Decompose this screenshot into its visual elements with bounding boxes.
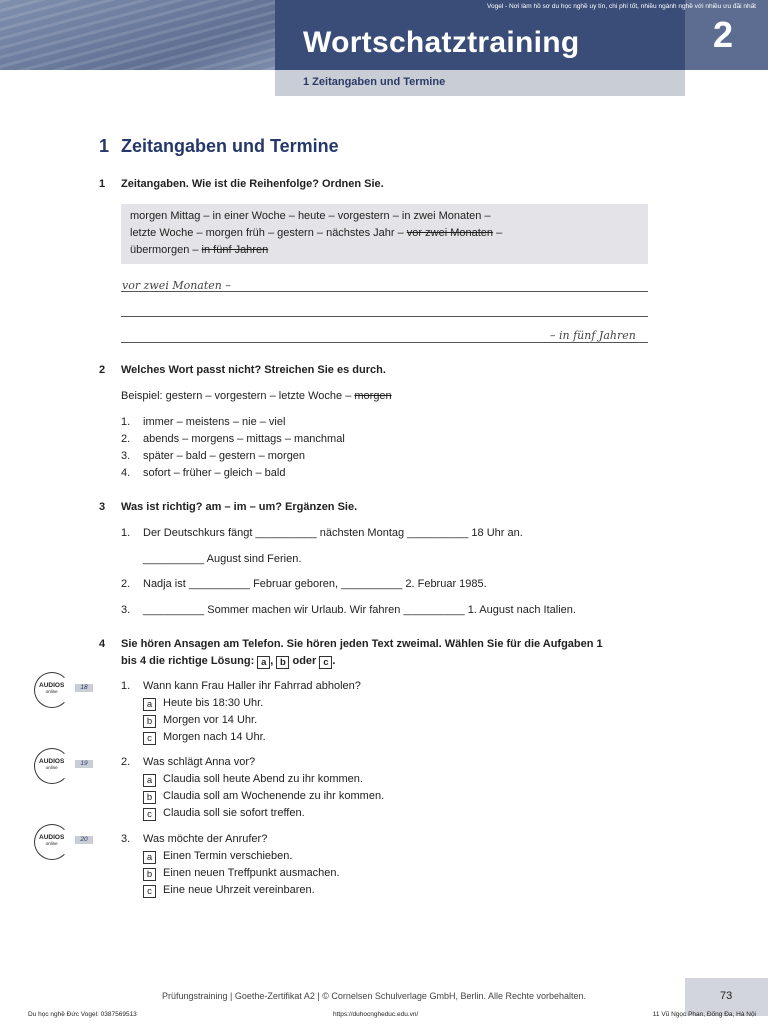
audio-track-number: 20	[75, 836, 93, 844]
gap-text[interactable]: Der Deutschkurs fängt __________ nächsten Montag __________ 18 Uhr an.	[143, 527, 523, 539]
option-text: Eine neue Uhrzeit vereinbaren.	[163, 884, 315, 896]
answer-option[interactable]	[143, 850, 292, 864]
question	[121, 680, 361, 692]
audio-label-text: AUDIOS	[39, 682, 65, 689]
exercise-1-heading: Zeitangaben. Wie ist die Reihenfolge? Ordnen Sie.	[121, 178, 384, 190]
chapter-number: 2	[713, 14, 734, 55]
question-number: 3.	[121, 833, 131, 845]
item-number: 3.	[121, 604, 131, 616]
checkbox-b[interactable]: b	[143, 791, 156, 804]
gap-item[interactable]	[121, 527, 523, 539]
list-item	[121, 467, 285, 479]
section-title	[99, 136, 339, 157]
exercise-4-heading-2	[121, 655, 335, 669]
option-text: Claudia soll heute Abend zu ihr kommen.	[163, 773, 363, 785]
item-number: 2.	[121, 578, 131, 590]
option-text: Claudia soll am Wochenende zu ihr kommen.	[163, 790, 385, 802]
separator: oder	[289, 655, 320, 667]
checkbox-c[interactable]: c	[143, 808, 156, 821]
word-box-line-2	[130, 227, 502, 239]
option-b-box: b	[276, 656, 289, 669]
audio-label-text: AUDIOS	[39, 834, 65, 841]
item-number: 1.	[121, 416, 131, 428]
watermark-left: Du học nghề Đức Vogel: 0387569513	[28, 1011, 137, 1018]
item-number: 4.	[121, 467, 131, 479]
item-number: 2.	[121, 433, 131, 445]
exercise-2-heading: Welches Wort passt nicht? Streichen Sie es durch.	[121, 364, 386, 376]
question-text: Was möchte der Anrufer?	[143, 833, 268, 845]
example-text: Beispiel: gestern – vorgestern – letzte Woche –	[121, 390, 355, 402]
question	[121, 833, 267, 845]
exercise-3-number: 3	[99, 501, 106, 513]
gap-text[interactable]: __________ August sind Ferien.	[143, 553, 302, 565]
example-line	[121, 390, 392, 402]
example-struck-word: morgen	[354, 390, 392, 402]
item-number: 3.	[121, 450, 131, 462]
answer-option[interactable]	[143, 884, 315, 898]
list-item	[121, 416, 285, 428]
word-box-line-3-text: übermorgen –	[130, 244, 202, 256]
audio-badge[interactable]	[34, 672, 96, 708]
option-a-box: a	[257, 656, 270, 669]
top-watermark-note: Vogel - Nơi làm hồ sơ du học nghề uy tín, chi phí tốt, nhiều ngành nghề với nhiều ưu đãi nhất	[486, 3, 756, 10]
page-number: 73	[720, 990, 733, 1002]
option-text: Morgen nach 14 Uhr.	[163, 731, 266, 743]
answer-option[interactable]	[143, 807, 305, 821]
option-text: Morgen vor 14 Uhr.	[163, 714, 258, 726]
answer-line-1[interactable]	[121, 291, 648, 292]
answer-line-3[interactable]	[121, 342, 648, 343]
checkbox-c[interactable]: c	[143, 732, 156, 745]
option-text: Einen neuen Treffpunkt ausmachen.	[163, 867, 340, 879]
section-number: 1	[99, 136, 110, 156]
answer-option[interactable]	[143, 697, 263, 711]
banner-pattern	[0, 0, 275, 70]
item-text[interactable]: später – bald – gestern – morgen	[143, 450, 306, 462]
item-number: 1.	[121, 527, 131, 539]
gap-item[interactable]	[121, 553, 301, 565]
item-text[interactable]: sofort – früher – gleich – bald	[143, 467, 286, 479]
word-box-line-2-text: letzte Woche – morgen früh – gestern – nächstes Jahr –	[130, 227, 407, 239]
exercise-1-number: 1	[99, 178, 106, 190]
question-text: Wann kann Frau Haller ihr Fahrrad abholen?	[143, 680, 361, 692]
question-number: 2.	[121, 756, 131, 768]
audio-sub: online	[45, 689, 58, 694]
item-text[interactable]: abends – morgens – mittags – manchmal	[143, 433, 345, 445]
question-number: 1.	[121, 680, 131, 692]
heading-end: .	[332, 655, 336, 667]
audio-label-text: AUDIOS	[39, 758, 65, 765]
audio-label	[39, 759, 64, 771]
watermark-url[interactable]: https://duhocngheduc.edu.vn/	[333, 1011, 419, 1018]
gap-item[interactable]	[121, 604, 576, 616]
separator: ,	[270, 655, 277, 667]
answer-option[interactable]	[143, 773, 363, 787]
list-item	[121, 433, 345, 445]
option-c-box: c	[319, 656, 332, 669]
checkbox-b[interactable]: b	[143, 715, 156, 728]
gap-text[interactable]: __________ Sommer machen wir Urlaub. Wir fahren __________ 1. August nach Italien.	[143, 604, 576, 616]
answer-end: – in fünf Jahren	[550, 329, 636, 342]
option-text: Claudia soll sie sofort treffen.	[163, 807, 305, 819]
audio-track-number: 19	[75, 760, 93, 768]
answer-start: vor zwei Monaten –	[122, 279, 231, 292]
heading-text: bis 4 die richtige Lösung:	[121, 655, 258, 667]
audio-sub: online	[45, 765, 58, 770]
answer-option[interactable]	[143, 731, 266, 745]
exercise-2-number: 2	[99, 364, 106, 376]
answer-line-2[interactable]	[121, 316, 648, 317]
audio-track-number: 18	[75, 684, 93, 692]
page-title: Wortschatztraining	[303, 26, 580, 59]
struck-word: vor zwei Monaten	[406, 227, 494, 239]
option-text: Heute bis 18:30 Uhr.	[163, 697, 264, 709]
watermark-address: 11 Vũ Ngọc Phan, Đống Đa, Hà Nội	[652, 1011, 756, 1018]
section-title-text: Zeitangaben und Termine	[121, 136, 339, 156]
audio-label	[39, 683, 64, 695]
answer-option[interactable]	[143, 714, 257, 728]
checkbox-a[interactable]: a	[143, 698, 156, 711]
struck-word: in fünf Jahren	[201, 244, 269, 256]
gap-text[interactable]: Nadja ist __________ Februar geboren, __________ 2. Februar 1985.	[143, 578, 487, 590]
word-box-line-2-end: –	[493, 227, 503, 239]
checkbox-a[interactable]: a	[143, 774, 156, 787]
word-box-line-1: morgen Mittag – in einer Woche – heute – vorgestern – in zwei Monaten –	[130, 210, 491, 222]
list-item	[121, 450, 305, 462]
subtitle-bar	[275, 70, 685, 96]
word-box-line-3	[130, 244, 268, 256]
option-text: Einen Termin verschieben.	[163, 850, 293, 862]
checkbox-c[interactable]: c	[143, 885, 156, 898]
exercise-4-heading-1: Sie hören Ansagen am Telefon. Sie hören jeden Text zweimal. Wählen Sie für die Aufgaben 1	[121, 638, 603, 650]
answer-option[interactable]	[143, 867, 340, 881]
word-box	[121, 204, 648, 264]
item-text[interactable]: immer – meistens – nie – viel	[143, 416, 286, 428]
audio-sub: online	[45, 841, 58, 846]
exercise-4-number: 4	[99, 638, 106, 650]
audio-badge[interactable]	[34, 824, 96, 860]
answer-option[interactable]	[143, 790, 384, 804]
checkbox-a[interactable]: a	[143, 851, 156, 864]
checkbox-b[interactable]: b	[143, 868, 156, 881]
subtitle: 1 Zeitangaben und Termine	[303, 76, 446, 88]
audio-label	[39, 835, 64, 847]
question	[121, 756, 255, 768]
question-text: Was schlägt Anna vor?	[143, 756, 256, 768]
audio-badge[interactable]	[34, 748, 96, 784]
exercise-3-heading: Was ist richtig? am – im – um? Ergänzen Sie.	[121, 501, 358, 513]
footer-copyright: Prüfungstraining | Goethe-Zertifikat A2 | © Cornelsen Schulverlage GmbH, Berlin. Alle Rechte vorbehalten.	[162, 991, 587, 1001]
gap-item[interactable]	[121, 578, 487, 590]
